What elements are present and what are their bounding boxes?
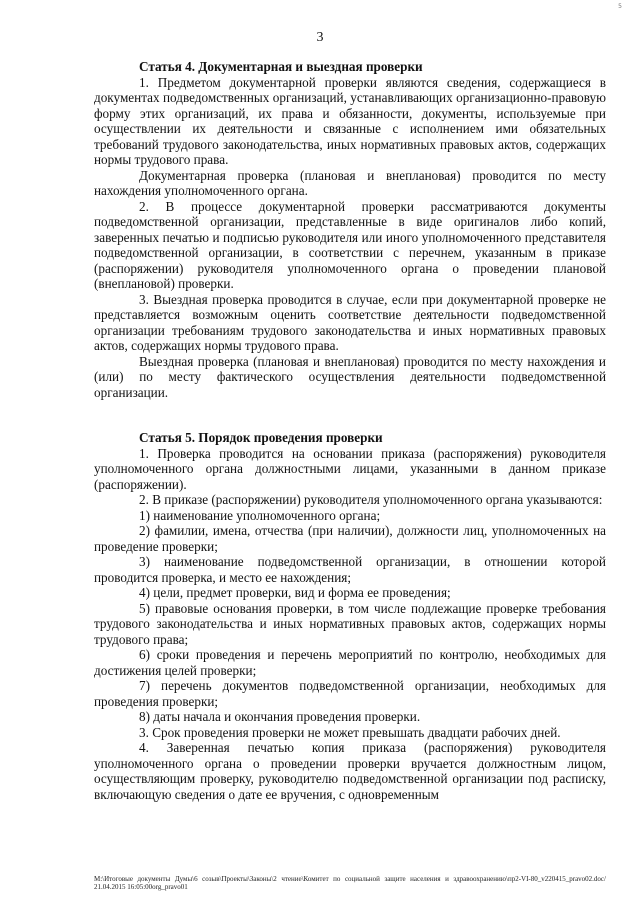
corner-mark: 5	[618, 3, 622, 10]
page-number: 3	[316, 30, 324, 45]
article-4-paragraph: 1. Предметом документарной проверки являются сведения, содержащиеся в документах подведомственных организаций, устанавливающих организационно-правовую форму этих организаций, их права и обязанности, документы, используемые при осуществлении их деятельности и связанные с исполнением ими обязательных требований трудового законодательства, иных нормативных правовых актов, содержащих нормы трудового права.	[94, 74, 606, 167]
article-5-paragraph: 4. Заверенная печатью копия приказа (распоряжения) руководителя уполномоченного органа о проведении проверки вручается должностным лицом, осуществляющим проверку, руководителю подведомственной организации под расписку, включающую сведения о дате ее вручения, с одновременным	[94, 740, 606, 802]
article-4-heading: Статья 4. Документарная и выездная проверки	[139, 59, 423, 74]
article-5-list-item: 8) даты начала и окончания проведения проверки.	[139, 709, 421, 724]
article-5-heading: Статья 5. Порядок проведения проверки	[139, 430, 383, 445]
article-5-list-item: 3) наименование подведомственной организации, в отношении которой проводится проверка, и место ее нахождения;	[94, 554, 606, 585]
article-5-paragraph: 3. Срок проведения проверки не может превышать двадцати рабочих дней.	[139, 724, 561, 740]
document-body	[94, 59, 606, 802]
section-gap	[94, 400, 606, 430]
article-5-list-item: 2) фамилии, имена, отчества (при наличии), должности лиц, уполномоченных на проведение проверки;	[94, 523, 606, 554]
article-5-paragraph: 2. В приказе (распоряжении) руководителя уполномоченного органа указываются:	[139, 492, 603, 507]
article-5-paragraph: 1. Проверка проводится на основании приказа (распоряжения) руководителя уполномоченного органа должностными лицами, указанными в данном приказе (распоряжении).	[94, 445, 606, 492]
article-5-list-item: 4) цели, предмет проверки, вид и форма ее проведения;	[139, 585, 451, 600]
article-4-paragraph: Выездная проверка (плановая и внеплановая) проводится по месту нахождения и (или) по месту фактического осуществления деятельности подведомственной организации.	[94, 353, 606, 400]
file-path-footer: M:\Итоговые документы Думы\6 созыв\Проекты\Законы\2 чтение\Комитет по социальной защите населения и здравоохранению\пр2-VI-80_v220415_pravo02.doc/ 21.04.2015 16:05:00org_pravo01	[94, 875, 606, 891]
article-5-list-item: 6) сроки проведения и перечень мероприятий по контролю, необходимых для достижения целей проверки;	[94, 647, 606, 678]
article-5-list-item: 1) наименование уполномоченного органа;	[139, 507, 381, 523]
article-4-paragraph: Документарная проверка (плановая и внеплановая) проводится по месту нахождения уполномоченного органа.	[94, 167, 606, 198]
article-5-list-item: 5) правовые основания проверки, в том числе подлежащие проверке требования трудового законодательства и иных нормативных правовых актов, содержащих нормы трудового права;	[94, 600, 606, 647]
article-4-paragraph: 3. Выездная проверка проводится в случае, если при документарной проверке не представляется возможным оценить соответствие деятельности подведомственной организации требованиям трудового законодательства и иных нормативных правовых актов, содержащих нормы трудового права.	[94, 291, 606, 353]
article-5-list-item: 7) перечень документов подведомственной организации, необходимых для проведения проверки;	[94, 678, 606, 709]
article-4-paragraph: 2. В процессе документарной проверки рассматриваются документы подведомственной организации, представленные в виде оригиналов либо копий, заверенных печатью и подписью руководителя или иного уполномоченного представителя подведомственной организации, в соответствии с перечнем, указанным в приказе (распоряжении) руководителя уполномоченного органа о проведении плановой (внеплановой) проверки.	[94, 198, 606, 291]
